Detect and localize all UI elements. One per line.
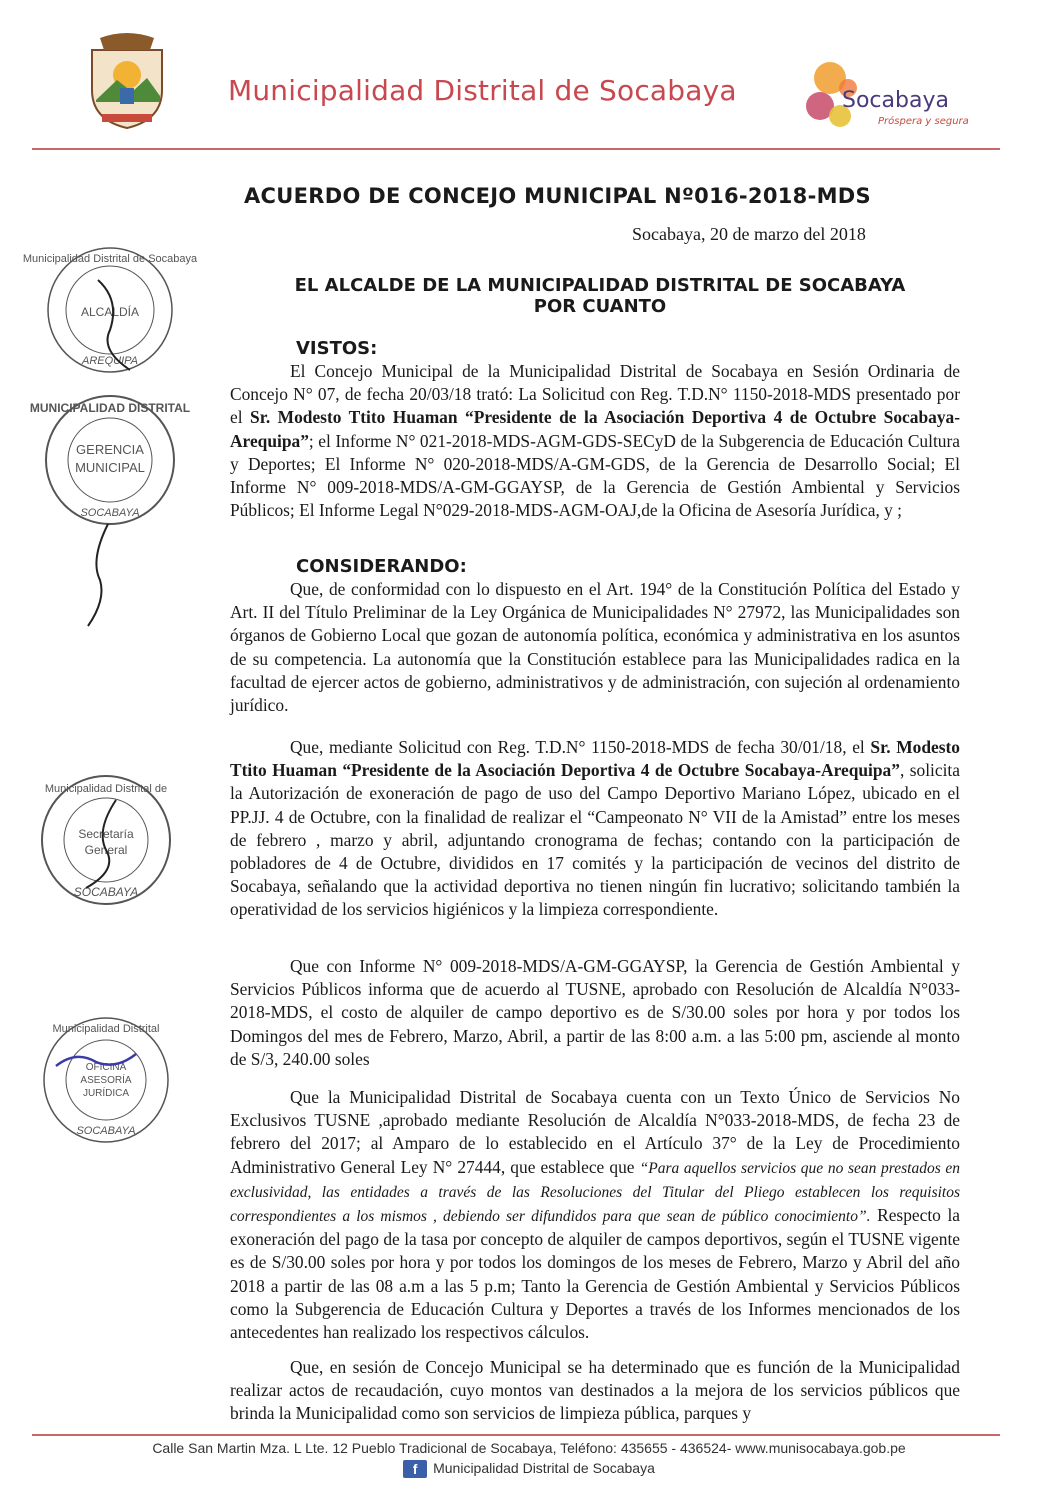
document-heading <box>240 275 960 317</box>
stamp2-outer: MUNICIPALIDAD DISTRITAL <box>29 401 191 415</box>
considerando-heading: CONSIDERANDO: <box>296 556 467 577</box>
stamp4-outer: Municipalidad Distrital <box>52 1023 160 1035</box>
gerencia-stamp <box>29 390 191 530</box>
considerando-p5 <box>230 1356 960 1426</box>
footer-divider <box>32 1434 1000 1436</box>
considerando-p1 <box>230 578 960 717</box>
vistos-heading: VISTOS: <box>296 338 378 359</box>
secretaria-stamp <box>36 770 176 910</box>
considerando-paragraph-5: Que, en sesión de Concejo Municipal se ha determinado que es función de la Municipalidad realizar actos de recaudación, cuyo montos van destinados a la mejora de los servicios públicos que brinda la Municipalidad como son servicios de limpieza pública, parques y <box>230 1357 960 1424</box>
asesoria-stamp <box>36 1010 176 1150</box>
p2-text-bold: Sr. Modesto Ttito Huaman “Presidente de la Asociación Deportiva 4 de Octubre Socabaya-Arequipa” <box>230 737 960 781</box>
vistos-text-bold: Sr. Modesto Ttito Huaman “Presidente de la Asociación Deportiva 4 de Octubre Socabaya-Arequipa” <box>230 407 960 451</box>
document-title: ACUERDO DE CONCEJO MUNICIPAL Nº016-2018-MDS <box>244 184 871 208</box>
stamp3-bottom: SOCABAYA <box>73 885 139 899</box>
footer-facebook <box>0 1460 1058 1478</box>
stamp4-inner2: ASESORÍA <box>80 1075 132 1086</box>
municipal-crest-logo <box>82 30 172 130</box>
stamp3-outer: Municipalidad Distrital de <box>44 783 168 795</box>
stamp3-inner2: General <box>84 843 128 857</box>
considerando-p4 <box>230 1086 960 1344</box>
p4-text-a: Que la Municipalidad Distrital de Socabaya cuenta con un Texto Único de Servicios No Exclusivos TUSNE ,aprobado mediante Resolución de Alcaldía N°033-2018-MDS, de fecha 23 de febrero del 2017; al Amparo de lo establecido en el Artículo 37° de la Ley de Procedimiento Administrativo General Ley N° 27444, que establece que <box>230 1087 960 1177</box>
considerando-p2 <box>230 736 960 922</box>
stamp2-inner1: GERENCIA <box>76 442 144 457</box>
considerando-paragraph-1: Que, de conformidad con lo dispuesto en el Art. 194° de la Constitución Política del Estado y Art. II del Título Preliminar de la Ley Orgánica de Municipalidades N° 27972, las Municipalidades son órganos de Gobierno Local que gozan de autonomía política, económica y administrativa en los asuntos de su competencia. La autonomía que la Constitución establece para las Municipalidades radica en la facultad de ejercer actos de gobierno, administrativos y de administración, con sujeción al ordenamiento jurídico. <box>230 579 960 716</box>
considerando-paragraph-2 <box>230 736 960 922</box>
brand-tagline: Próspera y segura <box>878 116 969 127</box>
p2-text-b: , solicita la Autorización de exoneración de pago de uso del Campo Deportivo Mariano López, ubicado en el PP.JJ. 4 de Octubre, con la finalidad de realizar el “Campeonato N° VII de la Amistad” entre los meses de febrero , marzo y abril, adjuntando cronograma de fechas; contando con la participación de pobladores de 4 de Octubre, divididos en 17 comités y la participación de vecinos del distrito de Socabaya, señalando que la actividad deportiva no tienen ningún fin lucrativo; solicitando también la operatividad de los servicios higiénicos y la limpieza correspondiente. <box>230 760 960 920</box>
vistos-body <box>230 360 960 522</box>
p4-quote: “Para aquellos servicios que no sean prestados en exclusividad, las entidades a través de las Resoluciones del Titular del Pliego establecen los requisitos correspondientes a los mismos , debiendo ser difundidos para que sean de público conocimiento”. <box>230 1159 961 1226</box>
alcaldia-stamp <box>22 240 198 380</box>
p2-text-a: Que, mediante Solicitud con Reg. T.D.N° 1150-2018-MDS de fecha 30/01/18, el <box>290 737 871 757</box>
header-title: Municipalidad Distrital de Socabaya <box>228 74 737 107</box>
facebook-icon: f <box>403 1460 427 1478</box>
vistos-text-a: El Concejo Municipal de la Municipalidad Distrital de Socabaya en Sesión Ordinaria de Concejo N° 07, de fecha 20/03/18 trató: La Solicitud con Reg. T.D.N° 1150-2018-MDS presentado por el <box>230 361 960 428</box>
stamp3-inner1: Secretaría <box>78 827 134 841</box>
vistos-paragraph <box>230 360 960 522</box>
brand-name: Socabaya <box>842 88 949 113</box>
considerando-paragraph-4 <box>230 1086 960 1344</box>
signature-mark <box>60 520 120 630</box>
stamp1-outer: Municipalidad Distrital de Socabaya <box>22 253 198 265</box>
vistos-text-b: ; el Informe N° 021-2018-MDS-AGM-GDS-SECyD de la Subgerencia de Educación Cultura y Deportes; El Informe N° 020-2018-MDS/A-GM-GDS, de la Gerencia de Desarrollo Social; El Informe N° 009-2018-MDS/A-GM-GGAYSP, de la Gerencia de Gestión Ambiental y Servicios Públicos; El Informe Legal N°029-2018-MDS-AGM-OAJ,de la Oficina de Asesoría Jurídica, y ; <box>230 430 960 521</box>
stamp1-bottom: AREQUIPA <box>81 355 139 367</box>
header-divider <box>32 148 1000 150</box>
stamp4-inner1: OFICINA <box>85 1062 127 1073</box>
stamp1-inner: ALCALDÍA <box>80 305 140 319</box>
document-date: Socabaya, 20 de marzo del 2018 <box>632 224 866 244</box>
footer-address: Calle San Martin Mza. L Lte. 12 Pueblo Tradicional de Socabaya, Teléfono: 435655 - 436524- www.munisocabaya.gob.pe <box>152 1440 906 1456</box>
considerando-p3 <box>230 955 960 1071</box>
stamp2-bottom: SOCABAYA <box>80 507 140 519</box>
heading-line-1: EL ALCALDE DE LA MUNICIPALIDAD DISTRITAL DE SOCABAYA <box>294 275 906 296</box>
p4-text-b: Respecto la exoneración del pago de la tasa por concepto de alquiler de campos deportivos, según el TUSNE vigente es de S/30.00 soles por hora y por todos los domingos de los meses de Febrero, Marzo y Abril del año 2018 a partir de las 08 a.m a las 5 p.m; Tanto la Gerencia de Gestión Ambiental y Servicios Públicos como la Subgerencia de Educación Cultura y Deportes a través de los Informes mencionados de los antecedentes han realizado los respectivos cálculos. <box>230 1205 960 1343</box>
stamp4-bottom: SOCABAYA <box>76 1125 136 1137</box>
footer-facebook-label: Municipalidad Distrital de Socabaya <box>433 1460 655 1476</box>
stamp4-inner3: JURÍDICA <box>82 1088 130 1099</box>
considerando-paragraph-3: Que con Informe N° 009-2018-MDS/A-GM-GGAYSP, la Gerencia de Gestión Ambiental y Servicios Públicos informa que de acuerdo al TUSNE, aprobado con Resolución de Alcaldía N°033-2018-MDS, el costo de alquiler de campo deportivo es de S/30.00 soles por hora y por todos los Domingos del mes de Febrero, Marzo, Abril, a partir de las 8:00 a.m. a las 5:00 pm, asciende al monto de S/3, 240.00 soles <box>230 956 960 1069</box>
stamp2-inner2: MUNICIPAL <box>75 460 145 475</box>
heading-line-2: POR CUANTO <box>533 296 667 317</box>
